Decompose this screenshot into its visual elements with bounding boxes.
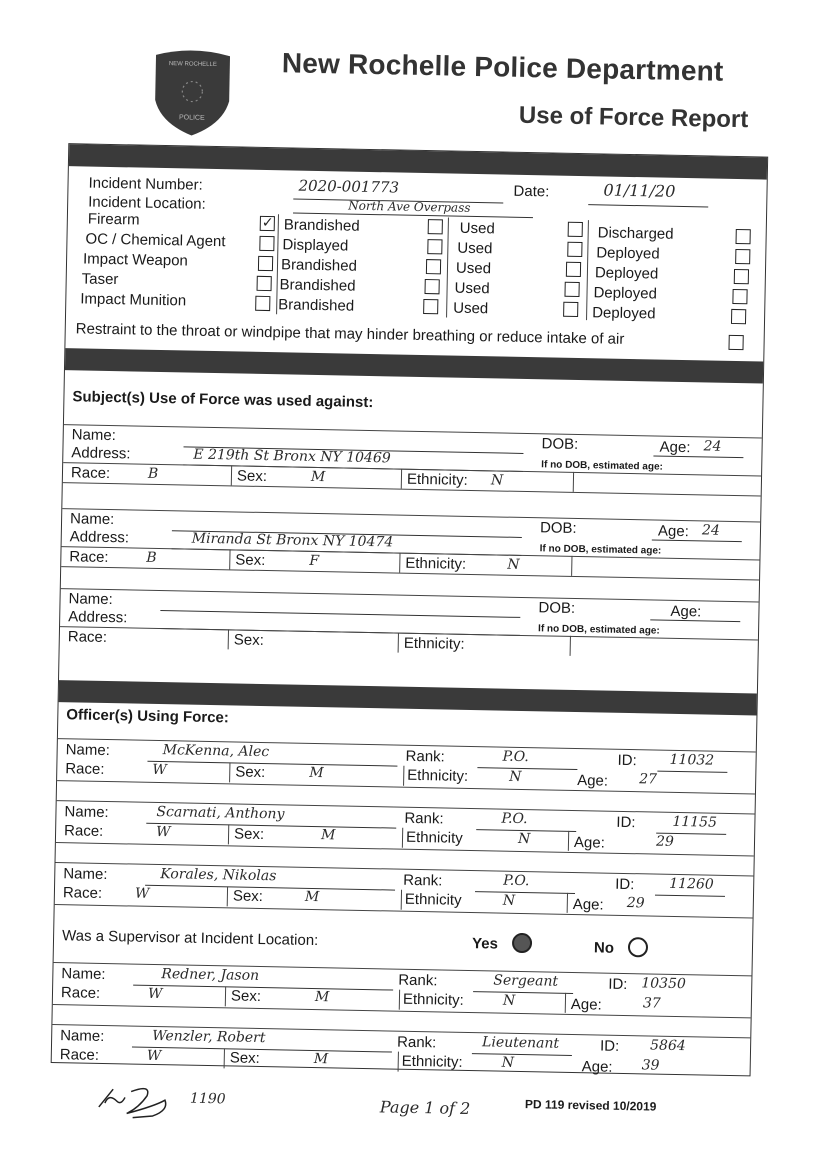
subject-2: Name: DOB: Age: 24 Address: Miranda St Bronx NY 10474 If no DOB, estimated age: Race: B Sex: F Ethnicity: N: [69, 144, 767, 157]
force-row-impact-munition: Impact Munition Brandished Used Deployed: [69, 144, 767, 157]
supervisor-2: Name: Wenzler, Robert Rank: Lieutenant ID: 5864 Race: W Sex: M Ethnicity: N Age: 39: [69, 144, 767, 157]
officer-2-id[interactable]: 11155: [672, 813, 718, 831]
impact-munition-deployed-checkbox[interactable]: [731, 309, 746, 324]
impact-munition-used-checkbox[interactable]: [563, 302, 578, 317]
page-number: Page 1 of 2: [379, 1097, 471, 1119]
officer-3-id[interactable]: 11260: [669, 875, 714, 893]
supervisor-1-rank[interactable]: Sergeant: [493, 972, 559, 990]
firearm-brandished-checkbox[interactable]: [428, 219, 443, 234]
taser-checkbox[interactable]: [257, 276, 272, 291]
incident-number-value[interactable]: 2020-001773: [298, 176, 400, 197]
officer-2-rank[interactable]: P.O.: [501, 810, 528, 828]
officer-3-age[interactable]: 29: [626, 895, 645, 912]
oc-checkbox[interactable]: [259, 236, 274, 251]
incident-location-value[interactable]: North Ave Overpass: [348, 198, 471, 215]
subject-1-race[interactable]: B: [147, 465, 159, 482]
firearm-checkbox[interactable]: [260, 216, 275, 231]
department-name: New Rochelle Police Department: [281, 47, 724, 87]
officer-1-sex[interactable]: M: [309, 764, 324, 782]
supervisor-1: Name: Redner, Jason Rank: Sergeant ID: 10350 Race: W Sex: M Ethnicity: N Age: 37: [69, 144, 767, 157]
supervisor-1-race[interactable]: W: [147, 985, 163, 1003]
officer-3-ethnicity[interactable]: N: [502, 892, 516, 909]
subject-2-sex[interactable]: F: [309, 552, 320, 570]
supervisor-1-ethnicity[interactable]: N: [502, 992, 516, 1009]
subject-2-age[interactable]: 24: [701, 522, 720, 539]
oc-used-checkbox[interactable]: [567, 242, 582, 257]
impact-munition-brandished-checkbox[interactable]: [423, 299, 438, 314]
impact-weapon-deployed-checkbox[interactable]: [734, 269, 749, 284]
firearm-used-checkbox[interactable]: [568, 222, 583, 237]
report-title: Use of Force Report: [518, 101, 749, 134]
subject-2-ethnicity[interactable]: N: [507, 556, 520, 573]
svg-text:POLICE: POLICE: [178, 114, 205, 122]
subjects-section-title: Subject(s) Use of Force was used against:: [72, 388, 374, 412]
supervisor-no-label: No: [593, 939, 615, 957]
police-badge-logo: [150, 45, 234, 139]
officer-3-race[interactable]: W: [134, 885, 150, 902]
impact-weapon-used-checkbox[interactable]: [566, 262, 581, 277]
section-bar: [69, 144, 767, 179]
officer-2: Name: Scarnati, Anthony Rank: P.O. ID: 11155 Race: W Sex: M Ethnicity N Age: 29: [69, 144, 767, 157]
officer-1-ethnicity[interactable]: N: [509, 768, 522, 785]
officers-section-title: Officer(s) Using Force:: [66, 706, 230, 727]
restraint-checkbox[interactable]: [728, 335, 743, 350]
officer-1-rank[interactable]: P.O.: [502, 748, 529, 766]
taser-deployed-checkbox[interactable]: [732, 289, 747, 304]
force-row-oc-chemical: OC / Chemical Agent Displayed Used Deployed: [69, 144, 767, 157]
incident-location-label: Incident Location:: [88, 193, 206, 213]
supervisor-yes-radio[interactable]: [512, 933, 532, 953]
subject-1-sex[interactable]: M: [310, 468, 326, 486]
signature-number: 1190: [189, 1090, 226, 1108]
officer-1-age[interactable]: 27: [639, 771, 658, 788]
force-row-impact-weapon: Impact Weapon Brandished Used Deployed: [69, 144, 767, 157]
officer-2-name[interactable]: Scarnati, Anthony: [156, 803, 285, 823]
subject-2-race[interactable]: B: [146, 549, 157, 566]
officer-3-rank[interactable]: P.O.: [503, 872, 530, 890]
supervisor-1-sex[interactable]: M: [314, 989, 330, 1006]
officer-1: Name: McKenna, Alec Rank: P.O. ID: 11032 Race: W Sex: M Ethnicity: N Age: 27: [69, 144, 767, 157]
subject-1: Name: DOB: Age: 24 Address: E 219th St Bronx NY 10469 If no DOB, estimated age: Race: B Sex: M Ethnicity: N: [69, 144, 767, 157]
impact-munition-checkbox[interactable]: [255, 296, 270, 311]
supervisor-1-name[interactable]: Redner, Jason: [161, 966, 260, 984]
supervisor-no-radio[interactable]: [628, 937, 648, 957]
oc-displayed-checkbox[interactable]: [427, 239, 442, 254]
officer-1-id[interactable]: 11032: [669, 751, 715, 769]
subject-1-age[interactable]: 24: [703, 438, 722, 455]
taser-brandished-checkbox[interactable]: [424, 279, 439, 294]
use-of-force-form: [51, 143, 769, 1076]
impact-weapon-brandished-checkbox[interactable]: [426, 259, 441, 274]
supervisor-2-race[interactable]: W: [146, 1047, 162, 1065]
subject-2-address[interactable]: Miranda St Bronx NY 10474: [191, 530, 394, 551]
officer-3: Name: Korales, Nikolas Rank: P.O. ID: 11260 Race: W Sex: M Ethnicity N Age: 29: [69, 144, 767, 157]
svg-text:NEW ROCHELLE: NEW ROCHELLE: [168, 61, 217, 69]
oc-deployed-checkbox[interactable]: [735, 249, 750, 264]
force-row-taser: Taser Brandished Used Deployed: [69, 144, 767, 157]
supervisor-question: Was a Supervisor at Incident Location:: [61, 927, 319, 950]
supervisor-2-name[interactable]: Wenzler, Robert: [152, 1027, 266, 1047]
taser-used-checkbox[interactable]: [564, 282, 579, 297]
supervisor-2-sex[interactable]: M: [313, 1051, 329, 1068]
date-label: Date:: [513, 182, 550, 201]
incident-number-label: Incident Number:: [88, 174, 203, 194]
subject-1-ethnicity[interactable]: N: [490, 472, 504, 489]
firearm-discharged-checkbox[interactable]: [736, 229, 751, 244]
subject-3: Name: DOB: Age: Address: If no DOB, estimated age: Race: Sex: Ethnicity:: [69, 144, 767, 157]
supervisor-1-id[interactable]: 10350: [641, 975, 686, 993]
officer-1-race[interactable]: W: [152, 761, 167, 779]
officer-2-ethnicity[interactable]: N: [517, 830, 531, 848]
force-row-firearm: Firearm ✓ Brandished Used Discharged: [69, 144, 767, 157]
officer-2-age[interactable]: 29: [655, 833, 675, 850]
restraint-label: Restraint to the throat or windpipe that may hinder breathing or reduce intake of air: [75, 320, 625, 348]
supervisor-yes-label: Yes: [471, 935, 499, 953]
section-bar: [65, 348, 763, 383]
date-value[interactable]: 01/11/20: [603, 180, 676, 201]
officer-2-sex[interactable]: M: [320, 827, 336, 844]
officer-1-name[interactable]: McKenna, Alec: [162, 742, 270, 761]
form-id: PD 119 revised 10/2019: [524, 1097, 657, 1114]
supervisor-1-age[interactable]: 37: [642, 995, 661, 1012]
subject-1-address[interactable]: E 219th St Bronx NY 10469: [193, 446, 391, 467]
supervisor-2-id[interactable]: 5864: [649, 1037, 686, 1055]
supervisor-2-age[interactable]: 39: [641, 1057, 660, 1074]
officer-2-race[interactable]: W: [155, 823, 171, 841]
supervisor-2-ethnicity[interactable]: N: [501, 1054, 515, 1071]
impact-weapon-checkbox[interactable]: [258, 256, 273, 271]
officer-3-name[interactable]: Korales, Nikolas: [160, 866, 277, 885]
officer-3-sex[interactable]: M: [304, 888, 320, 906]
supervisor-2-rank[interactable]: Lieutenant: [481, 1034, 560, 1052]
